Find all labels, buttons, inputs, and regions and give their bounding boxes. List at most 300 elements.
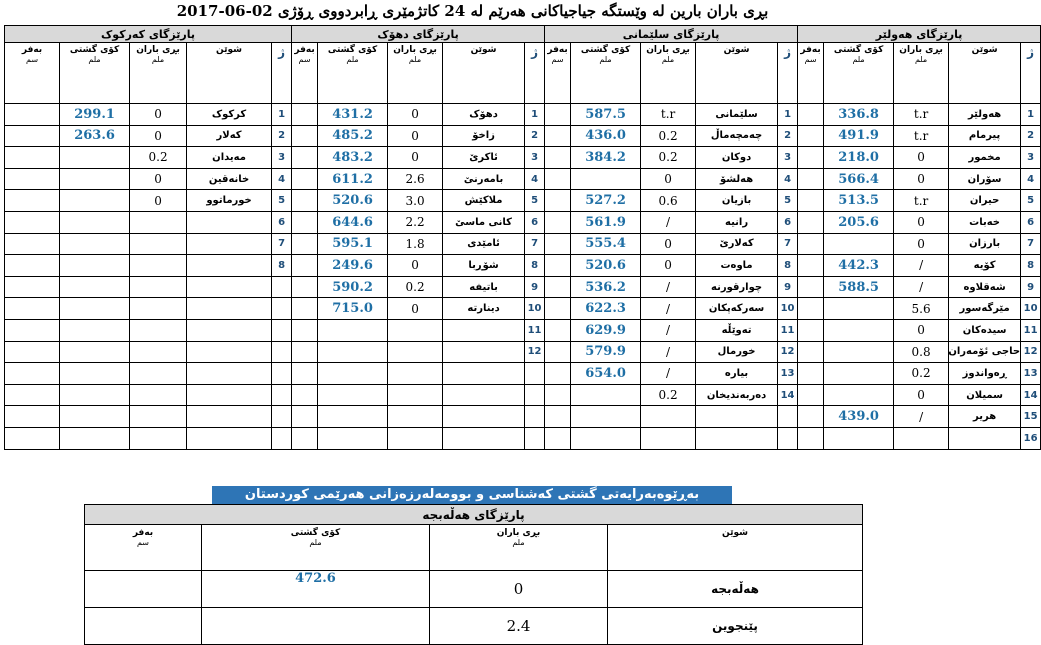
station-cell: ماوەت — [696, 255, 778, 277]
total-cell — [202, 608, 430, 645]
station-cell: بازیان — [696, 190, 778, 212]
row-number: 12 — [525, 341, 545, 363]
snow-cell — [5, 319, 60, 341]
province-header-duhok: پارێزگای دهۆک — [292, 26, 545, 43]
station-cell — [187, 427, 272, 449]
snow-cell — [545, 298, 571, 320]
rain-cell: 0.6 — [641, 190, 696, 212]
row-number: 11 — [1021, 319, 1041, 341]
rain-cell — [388, 427, 443, 449]
snow-cell — [798, 406, 824, 428]
rain-cell: 0.2 — [130, 147, 187, 169]
snow-cell — [545, 384, 571, 406]
snow-cell — [292, 427, 318, 449]
rain-cell: 0.2 — [388, 276, 443, 298]
station-cell: باتیفە — [443, 276, 525, 298]
total-cell — [60, 233, 130, 255]
row-number: 1 — [1021, 104, 1041, 126]
rain-cell — [130, 319, 187, 341]
total-cell: 595.1 — [318, 233, 388, 255]
station-cell — [187, 363, 272, 385]
rain-cell: 0 — [388, 255, 443, 277]
province-header-halabja: پارێزگای هەڵەبجە — [85, 505, 863, 525]
snow-cell — [292, 125, 318, 147]
page-title: بڕی باران بارین لە وێستگە جیاجیاکانی هەرێم لە 24 کاتژمێری ڕابردووی ڕۆژی 02-06-2017 — [176, 2, 769, 20]
row-number: 2 — [272, 125, 292, 147]
rain-cell: 0 — [388, 104, 443, 126]
row-number: 12 — [778, 341, 798, 363]
snow-cell — [545, 190, 571, 212]
total-cell — [60, 319, 130, 341]
row-number: 1 — [525, 104, 545, 126]
row-number: 8 — [1021, 255, 1041, 277]
snow-cell — [5, 147, 60, 169]
rain-cell — [130, 255, 187, 277]
snow-cell — [545, 341, 571, 363]
station-cell: حاجی ئۆمەران — [949, 341, 1021, 363]
station-cell: هەولێر — [949, 104, 1021, 126]
rain-cell — [388, 319, 443, 341]
snow-cell — [798, 255, 824, 277]
snow-cell — [798, 168, 824, 190]
row-number: 6 — [272, 211, 292, 233]
col-snow-header: بەفر سم — [5, 43, 60, 104]
station-cell — [696, 406, 778, 428]
col-snow-header: بەفر سم — [798, 43, 824, 104]
total-cell — [318, 341, 388, 363]
rain-cell: 0.2 — [641, 384, 696, 406]
station-cell: تەوێڵە — [696, 319, 778, 341]
total-cell — [60, 406, 130, 428]
row-number: 10 — [525, 298, 545, 320]
rain-cell: 0 — [894, 384, 949, 406]
total-cell — [824, 363, 894, 385]
row-number — [272, 384, 292, 406]
total-cell: 472.6 — [202, 571, 430, 608]
station-cell: رانیە — [696, 211, 778, 233]
total-cell — [60, 363, 130, 385]
snow-cell — [545, 168, 571, 190]
snow-cell — [798, 147, 824, 169]
total-cell: 263.6 — [60, 125, 130, 147]
snow-cell — [292, 104, 318, 126]
rain-cell: 3.0 — [388, 190, 443, 212]
total-cell — [318, 427, 388, 449]
station-cell: پیرمام — [949, 125, 1021, 147]
total-cell — [60, 147, 130, 169]
halabja-table — [84, 504, 863, 645]
table-row — [85, 571, 863, 608]
total-cell: 249.6 — [318, 255, 388, 277]
rain-cell — [130, 233, 187, 255]
rain-cell: t.r — [894, 104, 949, 126]
row-number: 13 — [1021, 363, 1041, 385]
station-cell — [443, 341, 525, 363]
total-cell — [60, 190, 130, 212]
row-number: 16 — [1021, 427, 1041, 449]
row-number: 8 — [525, 255, 545, 277]
station-cell: کەلار — [187, 125, 272, 147]
row-number: 6 — [778, 211, 798, 233]
snow-cell — [798, 427, 824, 449]
rain-cell: 1.8 — [388, 233, 443, 255]
total-cell: 436.0 — [571, 125, 641, 147]
station-cell — [443, 363, 525, 385]
row-number: 4 — [1021, 168, 1041, 190]
total-cell — [60, 255, 130, 277]
snow-cell — [292, 147, 318, 169]
rain-cell: 5.6 — [894, 298, 949, 320]
row-number: 1 — [272, 104, 292, 126]
rain-cell: 0 — [388, 147, 443, 169]
rain-cell: / — [894, 406, 949, 428]
total-cell: 644.6 — [318, 211, 388, 233]
row-number: 6 — [525, 211, 545, 233]
snow-cell — [5, 363, 60, 385]
total-cell: 384.2 — [571, 147, 641, 169]
station-cell: ڕەواندوز — [949, 363, 1021, 385]
row-number: 10 — [778, 298, 798, 320]
station-cell — [187, 233, 272, 255]
total-cell — [824, 341, 894, 363]
col-total-header: کۆی گشتی ملم — [318, 43, 388, 104]
col-total-header: کۆی گشتی ملم — [202, 525, 430, 571]
row-number: 7 — [525, 233, 545, 255]
table-row — [5, 276, 1041, 298]
rain-cell: 0 — [430, 571, 608, 608]
table-row — [5, 427, 1041, 449]
rain-cell: / — [894, 255, 949, 277]
total-cell — [824, 233, 894, 255]
col-rain-header: بڕی باران ملم — [894, 43, 949, 104]
total-cell — [571, 384, 641, 406]
col-no-header: ژ — [1021, 43, 1041, 104]
total-cell — [60, 384, 130, 406]
snow-cell — [5, 233, 60, 255]
col-rain-header: بڕی باران ملم — [130, 43, 187, 104]
station-cell: بامەرنێ — [443, 168, 525, 190]
total-cell — [571, 427, 641, 449]
total-cell: 485.2 — [318, 125, 388, 147]
total-cell: 555.4 — [571, 233, 641, 255]
rain-cell: 0 — [130, 190, 187, 212]
rain-cell — [388, 363, 443, 385]
snow-cell — [798, 125, 824, 147]
row-number: 5 — [525, 190, 545, 212]
station-cell: سیدەکان — [949, 319, 1021, 341]
snow-cell — [798, 319, 824, 341]
row-number — [778, 406, 798, 428]
total-cell: 590.2 — [318, 276, 388, 298]
total-cell — [60, 427, 130, 449]
snow-cell — [85, 608, 202, 645]
total-cell: 336.8 — [824, 104, 894, 126]
station-cell — [443, 319, 525, 341]
row-number: 4 — [272, 168, 292, 190]
row-number: 7 — [778, 233, 798, 255]
rain-cell: / — [641, 298, 696, 320]
province-header-sulaymaniyah: پارێزگای سلێمانی — [545, 26, 798, 43]
station-cell: چەمچەماڵ — [696, 125, 778, 147]
station-cell — [187, 276, 272, 298]
station-cell: بارزان — [949, 233, 1021, 255]
total-cell — [60, 341, 130, 363]
row-number: 3 — [1021, 147, 1041, 169]
station-cell: دهۆک — [443, 104, 525, 126]
row-number: 10 — [1021, 298, 1041, 320]
snow-cell — [292, 406, 318, 428]
total-cell — [60, 276, 130, 298]
station-cell — [443, 427, 525, 449]
snow-cell — [545, 406, 571, 428]
snow-cell — [292, 276, 318, 298]
total-cell — [824, 298, 894, 320]
snow-cell — [798, 276, 824, 298]
rain-cell: 0 — [894, 319, 949, 341]
total-cell: 205.6 — [824, 211, 894, 233]
total-cell: 622.3 — [571, 298, 641, 320]
rain-cell: 0 — [894, 168, 949, 190]
rain-cell: 2.2 — [388, 211, 443, 233]
total-cell — [824, 319, 894, 341]
table-row — [5, 168, 1041, 190]
col-station-header: شوێن — [608, 525, 863, 571]
row-number: 7 — [1021, 233, 1041, 255]
row-number: 5 — [778, 190, 798, 212]
station-cell — [187, 319, 272, 341]
snow-cell — [798, 211, 824, 233]
station-cell: کۆیە — [949, 255, 1021, 277]
row-number — [272, 427, 292, 449]
rain-cell — [130, 341, 187, 363]
row-number: 13 — [778, 363, 798, 385]
rain-cell — [388, 341, 443, 363]
rain-cell: / — [641, 276, 696, 298]
snow-cell — [5, 190, 60, 212]
rain-cell: 0.2 — [894, 363, 949, 385]
station-cell: سلێمانی — [696, 104, 778, 126]
row-number — [525, 406, 545, 428]
total-cell: 520.6 — [318, 190, 388, 212]
row-number — [272, 298, 292, 320]
station-cell — [187, 298, 272, 320]
station-cell: حیران — [949, 190, 1021, 212]
row-number: 8 — [778, 255, 798, 277]
col-total-header: کۆی گشتی ملم — [571, 43, 641, 104]
station-cell: دەربەندیخان — [696, 384, 778, 406]
row-number — [525, 363, 545, 385]
table-row — [5, 147, 1041, 169]
station-cell: سۆران — [949, 168, 1021, 190]
station-cell — [187, 406, 272, 428]
total-cell: 629.9 — [571, 319, 641, 341]
snow-cell — [292, 298, 318, 320]
station-cell — [187, 255, 272, 277]
snow-cell — [5, 104, 60, 126]
snow-cell — [292, 190, 318, 212]
row-number: 7 — [272, 233, 292, 255]
station-cell: دینارتە — [443, 298, 525, 320]
station-cell — [949, 427, 1021, 449]
rain-cell: 0 — [388, 298, 443, 320]
station-cell: دوکان — [696, 147, 778, 169]
total-cell: 587.5 — [571, 104, 641, 126]
rain-cell: / — [894, 276, 949, 298]
col-rain-header: بڕی باران ملم — [430, 525, 608, 571]
station-cell: بیارە — [696, 363, 778, 385]
rain-cell: 0 — [388, 125, 443, 147]
station-cell: شەقلاوە — [949, 276, 1021, 298]
total-cell — [318, 384, 388, 406]
rain-cell: 0 — [894, 233, 949, 255]
rainfall-table — [4, 25, 1041, 450]
rain-cell: 0 — [130, 125, 187, 147]
station-cell — [443, 406, 525, 428]
snow-cell — [292, 319, 318, 341]
total-cell: 483.2 — [318, 147, 388, 169]
station-cell: مخمور — [949, 147, 1021, 169]
row-number: 9 — [525, 276, 545, 298]
snow-cell — [292, 363, 318, 385]
row-number: 3 — [272, 147, 292, 169]
rain-cell: t.r — [894, 190, 949, 212]
table-row — [5, 363, 1041, 385]
rain-cell: / — [641, 341, 696, 363]
row-number: 5 — [1021, 190, 1041, 212]
total-cell: 442.3 — [824, 255, 894, 277]
col-rain-header: بڕی باران ملم — [388, 43, 443, 104]
snow-cell — [545, 125, 571, 147]
rain-cell: 0 — [130, 168, 187, 190]
total-cell: 218.0 — [824, 147, 894, 169]
col-station-header: شوێن — [187, 43, 272, 104]
rain-cell: 0.2 — [641, 125, 696, 147]
snow-cell — [545, 147, 571, 169]
snow-cell — [798, 363, 824, 385]
row-number — [272, 406, 292, 428]
table-row — [5, 211, 1041, 233]
station-cell: مەیدان — [187, 147, 272, 169]
snow-cell — [5, 427, 60, 449]
total-cell — [318, 319, 388, 341]
snow-cell — [545, 233, 571, 255]
col-no-header: ژ — [272, 43, 292, 104]
snow-cell — [798, 233, 824, 255]
row-number: 3 — [778, 147, 798, 169]
total-cell: 536.2 — [571, 276, 641, 298]
station-cell — [187, 211, 272, 233]
snow-cell — [545, 211, 571, 233]
rain-cell: 0 — [641, 168, 696, 190]
total-cell — [824, 384, 894, 406]
row-number: 1 — [778, 104, 798, 126]
table-row — [5, 384, 1041, 406]
snow-cell — [798, 384, 824, 406]
total-cell: 431.2 — [318, 104, 388, 126]
row-number — [272, 319, 292, 341]
station-cell: سمیلان — [949, 384, 1021, 406]
rain-cell — [130, 276, 187, 298]
col-no-header: ژ — [778, 43, 798, 104]
row-number — [272, 341, 292, 363]
table-row — [5, 341, 1041, 363]
station-cell — [187, 341, 272, 363]
station-cell: خورمال — [696, 341, 778, 363]
rain-cell: / — [641, 319, 696, 341]
station-cell: شۆڕبا — [443, 255, 525, 277]
row-number — [525, 427, 545, 449]
rain-cell — [641, 406, 696, 428]
table-row — [85, 608, 863, 645]
station-cell: سەرکەپکان — [696, 298, 778, 320]
total-cell: 566.4 — [824, 168, 894, 190]
total-cell — [60, 298, 130, 320]
station-cell: کەلارێ — [696, 233, 778, 255]
rain-cell — [130, 427, 187, 449]
total-cell — [60, 168, 130, 190]
table-row — [5, 255, 1041, 277]
snow-cell — [85, 571, 202, 608]
snow-cell — [798, 341, 824, 363]
row-number: 12 — [1021, 341, 1041, 363]
station-cell: ئامێدی — [443, 233, 525, 255]
snow-cell — [5, 168, 60, 190]
snow-cell — [292, 168, 318, 190]
row-number: 2 — [778, 125, 798, 147]
rain-cell: / — [641, 363, 696, 385]
snow-cell — [545, 427, 571, 449]
row-number: 9 — [778, 276, 798, 298]
rain-cell: 0.2 — [641, 147, 696, 169]
rain-cell — [130, 211, 187, 233]
total-cell: 561.9 — [571, 211, 641, 233]
rain-cell: t.r — [894, 125, 949, 147]
total-cell: 491.9 — [824, 125, 894, 147]
row-number — [272, 363, 292, 385]
snow-cell — [5, 384, 60, 406]
snow-cell — [5, 276, 60, 298]
table-row — [5, 233, 1041, 255]
station-cell: هەڵەبجە — [608, 571, 863, 608]
station-cell: ئاکرێ — [443, 147, 525, 169]
snow-cell — [798, 298, 824, 320]
rain-cell — [130, 406, 187, 428]
table-row — [5, 319, 1041, 341]
total-cell: 513.5 — [824, 190, 894, 212]
rain-cell — [130, 363, 187, 385]
station-cell — [696, 427, 778, 449]
col-snow-header: بەفر سم — [292, 43, 318, 104]
snow-cell — [292, 211, 318, 233]
snow-cell — [5, 341, 60, 363]
total-cell — [571, 406, 641, 428]
snow-cell — [5, 125, 60, 147]
snow-cell — [5, 298, 60, 320]
snow-cell — [292, 341, 318, 363]
rain-cell — [130, 298, 187, 320]
station-cell: کانی ماسێ — [443, 211, 525, 233]
rain-cell: 0 — [641, 233, 696, 255]
total-cell — [318, 406, 388, 428]
row-number: 14 — [1021, 384, 1041, 406]
row-number: 4 — [778, 168, 798, 190]
table-row — [5, 125, 1041, 147]
rain-cell: 2.6 — [388, 168, 443, 190]
row-number: 2 — [525, 125, 545, 147]
total-cell: 654.0 — [571, 363, 641, 385]
col-no-header: ژ — [525, 43, 545, 104]
station-cell: هەلشۆ — [696, 168, 778, 190]
